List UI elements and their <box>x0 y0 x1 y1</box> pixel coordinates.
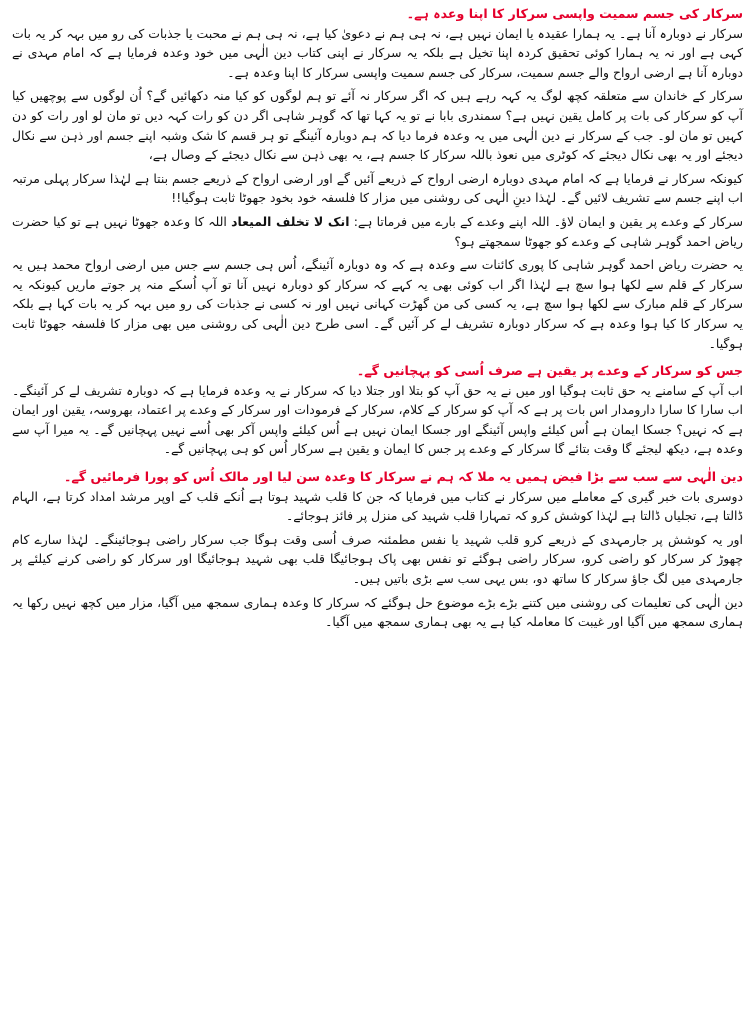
paragraph-teachings-conclusion: دین الٰہی کی تعلیمات کی روشنی میں کتنے بڑے بڑے موضوع حل ہوگئے کہ سرکار کا وعدہ ہماری سمجھ میں آگیا، مزار میں کچھ نہیں رکھا یہ ہماری سمجھ میں آگیا اور غیبت کا معاملہ کیا ہے یہ بھی ہماری سمجھ میں آگیا۔ <box>12 594 743 630</box>
paragraph-return-promise: سرکار نے دوبارہ آنا ہے۔ یہ ہمارا عقیدہ یا ایمان نہیں ہے، نہ ہی ہم نے دعویٰ کیا ہے، نہ ہی ہم نے محبت یا جذبات کی رو میں بہہ کر یہ بات کہی ہے اور نہ یہ ہمارا کوئی تحقیق کردہ اپنا تخیل ہے بلکہ یہ سرکار نے اپنی کتاب دین الٰہی میں خود وعدہ فرمایا ہے کہ امام مہدی نے دوبارہ آنا ہے ارضی ارواح والے جسم سمیت، سرکار کی جسم سمیت واپسی سرکار کا اپنا وعدہ ہے۔ <box>12 25 743 80</box>
paragraph-please-sarkar: اور یہ کوشش پر جارمہدی کے ذریعے کرو قلب شہید یا نفس مطمئنہ صرف اُسی وقت ہوگا جب سرکار راضی ہوجائینگے۔ لہٰذا سارے کام چھوڑ کر سرکار کو راضی کرو، سرکار راضی ہوگئے تو نفس بھی پاک ہوجائیگا قلب بھی شہید ہوجائیگا اور سرکار کو راضی کرنے کیلئے پر جارمہدی میں لگ جاؤ سرکار کا ساتھ دو، بس یہی سب سے بڑی باتیں ہیں۔ <box>12 531 743 587</box>
believe-promise-text-2: اللہ کا وعدہ جھوٹا نہیں ہے تو کیا حضرت ریاض احمد گوہر شاہی کے وعدے کو جھوٹا سمجھتے ہو؟ <box>12 213 743 249</box>
spacer <box>12 353 743 361</box>
section-heading-return-promise: سرکار کی جسم سمیت واپسی سرکار کا اپنا وعدہ ہے۔ <box>406 6 743 21</box>
paragraph-universal-promise: یہ حضرت ریاض احمد گوہر شاہی کا پوری کائنات سے وعدہ ہے کہ وہ دوبارہ آئینگے، اُس ہی جسم سے جس میں ارضی ارواح محمد ہیں یہ سرکار کے قلم سے لکھا ہوا سچ ہے لہٰذا اگر اب کوئی بھی یہ کہے کہ سرکار کو دوبارہ نہیں آنا تو آپ اُسکے منہ پر جوتے ماریں کیونکہ یہ سرکار کے قلم مبارک سے لکھا ہوا سچ ہے، یہ کسی کی من گھڑت کہانی نہیں اور نہ کسی نے جذبات کی رو میں بہہ کر یہ بات کہا ہے بلکہ یہ سرکار کا کیا ہوا وعدہ ہے کہ سرکار دوبارہ تشریف لے کر آئیں گے۔ اسی طرح دین الٰہی کی روشنی میں بھی مزار کا فلسفہ جھوٹا ثابت ہوگیا۔ <box>12 257 743 351</box>
paragraph-believe-promise <box>12 212 743 251</box>
believe-promise-text-1: سرکار کے وعدے پر یقین و ایمان لاؤ۔ اللہ اپنے وعدے کے بارے میں فرماتا ہے: <box>349 213 743 229</box>
section-heading-greatest-blessing: دین الٰہی سے سب سے بڑا فیض ہمیں یہ ملا کہ ہم نے سرکار کا وعدہ سن لیا اور مالک اُس کو پورا فرمائیں گے۔ <box>64 469 743 485</box>
spacer <box>12 459 743 467</box>
paragraph-qalb-shaheed: دوسری بات خبر گیری کے معاملے میں سرکار نے کتاب میں فرمایا کہ جن کا قلب شہید ہوتا ہے اُنکے قلب کے اوپر مرشد امداد کرتا ہے، الہام ڈالتا ہے، تجلیاں ڈالتا ہے لہٰذا کوشش کرو کہ تمہارا قلب شہید کی منزل پر فائز ہوجائے۔ <box>12 488 743 524</box>
quran-verse-text: انک لا تخلف المیعاد <box>231 213 350 229</box>
section-heading-recognition: جس کو سرکار کے وعدے پر یقین ہے صرف اُسی کو پہچانیں گے۔ <box>356 363 743 379</box>
paragraph-family-question: سرکار کے خاندان سے متعلقہ کچھ لوگ یہ کہہ رہے ہیں کہ اگر سرکار نہ آئے تو ہم لوگوں کو کیا منہ دکھائیں گے؟ اُن لوگوں سے پوچھیں کیا آپ کو سرکار کی بات پر کامل یقین نہیں ہے؟ سمندری بابا نے تو یہ کہا تھا کہ گوہر شاہی اگر دن کو رات کہہ دیں تو مان لو اور رات کو دن کہیں تو مان لو۔ جب کے سرکار نے دین الٰہی میں یہ وعدہ فرما دیا کہ ہم دوبارہ آئینگے تو ہر قسم کا شک وشبہ اپنے جسم اور ذہن سے نکال دیجئے اور یہ بھی نکال دیجئے کہ کوٹری میں نعوذ باللہ سرکار کا جسم ہے، یہ بھی ذہن سے نکال دیجئے کے وصال ہے، <box>12 88 743 163</box>
paragraph-recognition: اب آپ کے سامنے یہ حق ثابت ہوگیا اور میں نے یہ حق آپ کو بتلا اور جتلا دیا کہ سرکار نے یہ وعدہ فرمایا ہے کہ دوبارہ تشریف لے کر آئینگے۔ اب سارا کا سارا دارومدار اس بات پر ہے کہ آپ کو سرکار کے کلام، سرکار کے فرمودات اور سرکار کے وعدے پر اعتماد، بھروسہ، یقین اور ایمان ہے کہ نہیں؟ جسکا ایمان ہے اُس کیلئے واپس آئینگے اور جسکا ایمان نہیں ہے اُس کیلئے واپس آکر بھی اُسے نہیں پہچانیں گے۔ یہ میرا آپ سے وعدہ ہے، دیکھ لیجئے گا وقت بتائے گا سرکار کے وعدے پر جس کا ایمان و یقین ہے سرکار اُس کو ہی پہچانیں گے۔ <box>12 382 743 457</box>
paragraph-ardhi-arwah: کیونکہ سرکار نے فرمایا ہے کہ امام مہدی دوبارہ ارضی ارواح کے ذریعے آئیں گے اور ارضی ارواح کے ذریعے جسم بنتا ہے لہٰذا سرکار پہلی مرتبہ اب اپنے جسم سے تشریف لائیں گے۔ لہٰذا دینِ الٰہی کی روشنی میں مزار کا فلسفہ خود بخود جھوٹا ثابت ہوگیا!! <box>12 170 743 206</box>
